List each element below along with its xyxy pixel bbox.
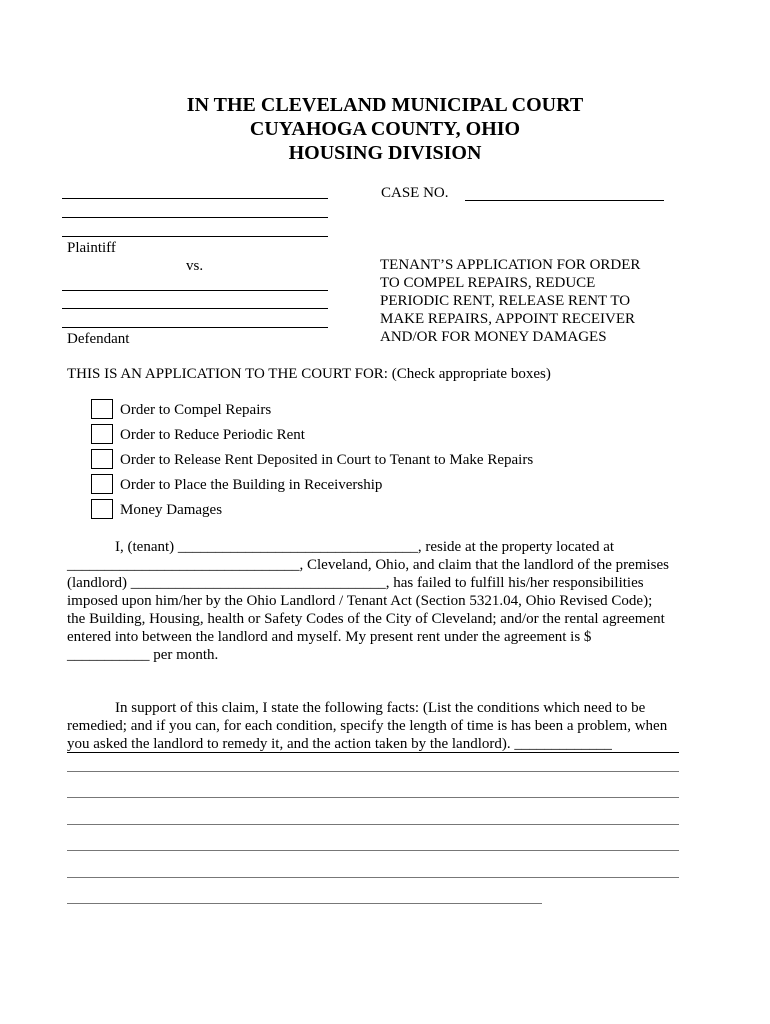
plaintiff-label: Plaintiff <box>67 240 116 256</box>
option-label-compel-repairs: Order to Compel Repairs <box>120 402 272 418</box>
case-no-label: CASE NO. <box>381 185 449 201</box>
facts-line-3: you asked the landlord to remedy it, and the action taken by the landlord). _____________ <box>67 736 612 752</box>
answer-line-4[interactable] <box>67 850 679 851</box>
body-line-4: imposed upon him/her by the Ohio Landlord / Tenant Act (Section 5321.04, Ohio Revised Code); <box>67 593 653 609</box>
application-title-3: PERIODIC RENT, RELEASE RENT TO <box>380 293 631 309</box>
option-label-release-rent: Order to Release Rent Deposited in Court to Tenant to Make Repairs <box>120 452 534 468</box>
answer-line-2[interactable] <box>67 797 679 798</box>
body-line-5: the Building, Housing, health or Safety Codes of the City of Cleveland; and/or the rental agreement <box>67 611 665 627</box>
application-title-2: TO COMPEL REPAIRS, REDUCE <box>380 275 596 291</box>
option-label-reduce-rent: Order to Reduce Periodic Rent <box>120 427 305 443</box>
checkbox-reduce-rent[interactable] <box>91 424 113 444</box>
division-name: HOUSING DIVISION <box>288 142 482 164</box>
vs-label: vs. <box>186 258 204 274</box>
application-intro: THIS IS AN APPLICATION TO THE COURT FOR: (Check appropriate boxes) <box>67 366 551 382</box>
option-label-money-damages: Money Damages <box>120 502 223 518</box>
plaintiff-line-3[interactable] <box>62 236 328 237</box>
defendant-label: Defendant <box>67 331 130 347</box>
facts-line-2: remedied; and if you can, for each condition, specify the length of time is has been a problem, when <box>67 718 668 734</box>
body-line-2: _______________________________, Cleveland, Ohio, and claim that the landlord of the premises <box>67 557 669 573</box>
county-name: CUYAHOGA COUNTY, OHIO <box>249 118 521 140</box>
checkbox-receivership[interactable] <box>91 474 113 494</box>
checkbox-money-damages[interactable] <box>91 499 113 519</box>
checkbox-compel-repairs[interactable] <box>91 399 113 419</box>
answer-line-5[interactable] <box>67 877 679 878</box>
defendant-line-3[interactable] <box>62 327 328 328</box>
body-line-3: (landlord) __________________________________, has failed to fulfill his/her responsibilities <box>67 575 644 591</box>
body-line-1: I, (tenant) ________________________________, reside at the property located at <box>115 539 615 555</box>
body-line-6: entered into between the landlord and myself. My present rent under the agreement is $ <box>67 629 592 645</box>
checkbox-release-rent[interactable] <box>91 449 113 469</box>
answer-line-6[interactable] <box>67 903 542 904</box>
plaintiff-line-1[interactable] <box>62 198 328 199</box>
case-no-field[interactable] <box>465 200 664 201</box>
application-title-4: MAKE REPAIRS, APPOINT RECEIVER <box>380 311 636 327</box>
court-name: IN THE CLEVELAND MUNICIPAL COURT <box>186 94 584 116</box>
facts-line-1: In support of this claim, I state the following facts: (List the conditions which need to be <box>115 700 646 716</box>
body-line-7: ___________ per month. <box>67 647 219 663</box>
application-title-1: TENANT’S APPLICATION FOR ORDER <box>380 257 641 273</box>
plaintiff-line-2[interactable] <box>62 217 328 218</box>
facts-underline <box>67 752 679 753</box>
defendant-line-1[interactable] <box>62 290 328 291</box>
application-title-5: AND/OR FOR MONEY DAMAGES <box>380 329 607 345</box>
option-label-receivership: Order to Place the Building in Receivership <box>120 477 383 493</box>
answer-line-1[interactable] <box>67 771 679 772</box>
answer-line-3[interactable] <box>67 824 679 825</box>
defendant-line-2[interactable] <box>62 308 328 309</box>
